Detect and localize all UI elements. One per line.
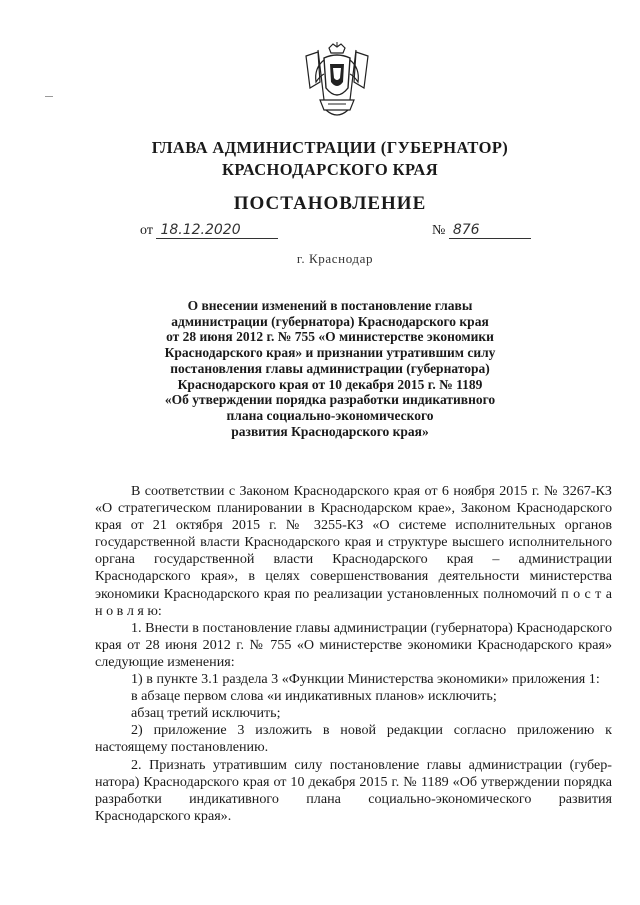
subject-line: постановления главы администрации (губернатора): [170, 360, 490, 376]
subject-line: Краснодарского края от 10 декабря 2015 г. № 1189: [177, 376, 483, 392]
authority-title-line1: ГЛАВА АДМИНИСТРАЦИИ (ГУБЕРНАТОР): [151, 138, 509, 157]
item-2-paragraph: 2. Признать утратившим силу постановление главы администрации (губернатора) Краснодарского края от 10 декабря 2015 г. № 1189 «Об утверждении порядка разработки индикативного плана социально-экономического развития Краснодарского края».: [95, 756, 612, 824]
number-value: 876: [449, 222, 531, 239]
subject-line: О внесении изменений в постановление главы: [187, 298, 473, 313]
subject-line: плана социально-экономического: [226, 407, 434, 423]
date-line: [140, 222, 278, 239]
subitem-2-paragraph: 2) приложение 3 изложить в новой редакции согласно приложению к настоящему постановлению.: [95, 722, 612, 756]
subject-line: развития Краснодарского края»: [231, 423, 429, 439]
preamble-paragraph: В соответствии с Законом Краснодарского края от 6 ноября 2015 г. № 3267-КЗ «О стратегическом планировании в Краснодарском крае», Законом Краснодарского края от 21 октября 2015 г. № 3255-КЗ «О системе исполнительных органов государственной власти Краснодарского края и структуре высшего исполнительного органа государственной власти Краснодарского края – администрации Краснодарского края», в целях совершенствования деятельности министерства экономики Краснодарского края по реализации установленных полномочий п о с т а н о в л я ю:: [95, 483, 612, 619]
subject-line: «Об утверждении порядка разработки индикативного: [164, 392, 496, 408]
number-line: [432, 222, 531, 239]
subitem-1b-paragraph: абзац третий исключить;: [131, 705, 281, 722]
city: г. Краснодар: [296, 251, 374, 266]
subitem-1-paragraph: 1) в пункте 3.1 раздела 3 «Функции Министерства экономики» приложения 1:: [131, 671, 600, 688]
document-type: ПОСТАНОВЛЕНИЕ: [233, 193, 427, 214]
number-label: №: [432, 223, 446, 238]
document-body: [95, 483, 612, 825]
coat-of-arms-icon: [302, 42, 372, 120]
subitem-1a-paragraph: в абзаце первом слова «и индикативных планов» исключить;: [131, 688, 497, 705]
subject-line: от 28 июня 2012 г. № 755 «О министерстве экономики: [166, 329, 494, 345]
document-subject: [130, 298, 530, 439]
item-1-paragraph: 1. Внести в постановление главы администрации (губернатора) Краснодарского края от 28 июня 2012 г. № 755 «О министерстве экономики Краснодарского края» следующие изменения:: [95, 619, 612, 670]
subject-line: администрации (губернатора) Краснодарского края: [171, 313, 489, 329]
date-label: от: [140, 223, 153, 238]
authority-title-line2: КРАСНОДАРСКОГО КРАЯ: [221, 160, 439, 179]
date-value: 18.12.2020: [156, 222, 278, 239]
margin-mark: [45, 96, 53, 97]
subject-line: Краснодарского края» и признании утратившим силу: [164, 345, 496, 361]
